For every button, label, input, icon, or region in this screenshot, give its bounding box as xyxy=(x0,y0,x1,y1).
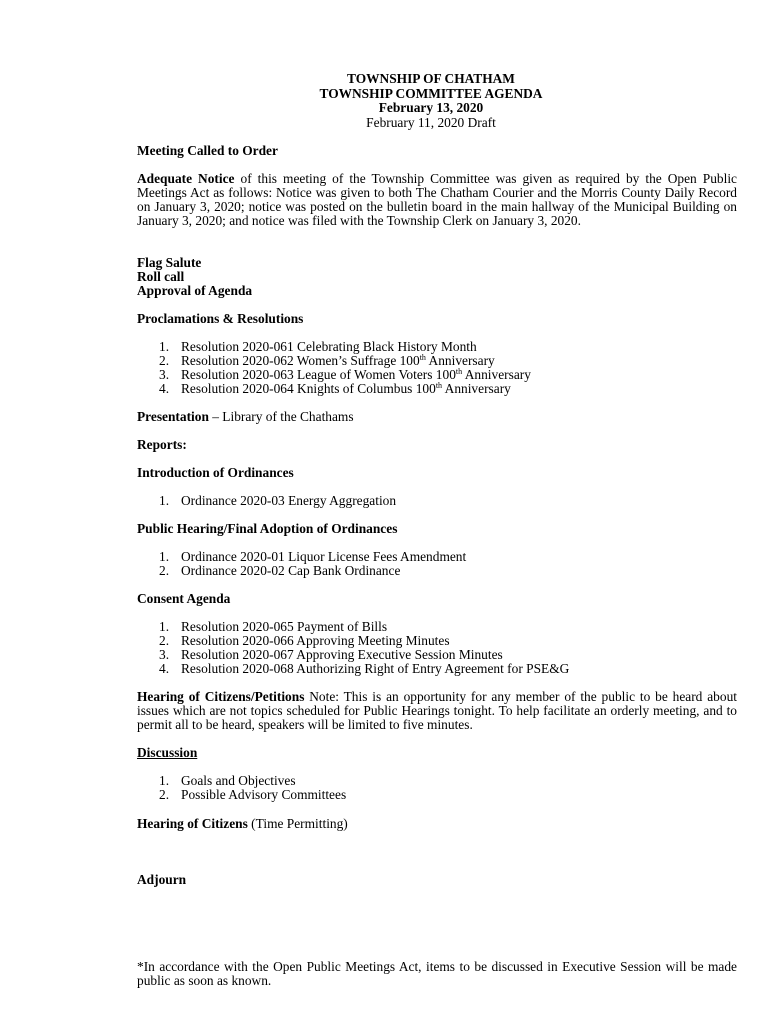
public-hearing-heading: Public Hearing/Final Adoption of Ordinances xyxy=(137,521,398,536)
item-text: Possible Advisory Committees xyxy=(181,787,347,802)
item-number: 3. xyxy=(159,367,170,382)
petitions-label: Hearing of Citizens/Petitions xyxy=(137,689,305,704)
item-text-after: Anniversary xyxy=(462,367,531,382)
list-item xyxy=(137,648,737,662)
list-item xyxy=(137,354,737,368)
ordinal-suffix: th xyxy=(455,367,463,376)
hearing-of-citizens xyxy=(137,817,737,831)
item-number: 1. xyxy=(159,619,170,634)
citizens-text: (Time Permitting) xyxy=(247,816,348,831)
agenda-title: TOWNSHIP COMMITTEE AGENDA xyxy=(319,85,543,101)
document-header xyxy=(0,72,770,130)
item-text: Ordinance 2020-01 Liquor License Fees Amendment xyxy=(181,549,467,564)
item-number: 2. xyxy=(159,563,170,578)
proclamations-heading: Proclamations & Resolutions xyxy=(137,311,304,326)
adequate-notice xyxy=(137,172,737,228)
presentation xyxy=(137,410,737,424)
meeting-date: February 13, 2020 xyxy=(378,100,484,115)
intro-ordinances-list xyxy=(137,494,737,508)
list-item xyxy=(137,662,737,676)
item-number: 2. xyxy=(159,787,170,802)
draft-date: February 11, 2020 Draft xyxy=(366,114,496,130)
item-text: Resolution 2020-062 Women’s Suffrage 100 xyxy=(181,353,420,368)
list-item xyxy=(137,774,737,788)
item-text-after: Anniversary xyxy=(442,381,511,396)
list-item xyxy=(137,634,737,648)
petitions-text: Note: This is an opportunity for any member of the public to be heard about issues which are not topics scheduled for Public Hearings tonight. To help facilitate an orderly meeting, and to permit all to be heard, speakers will be limited to five minutes. xyxy=(137,689,737,732)
item-number: 1. xyxy=(159,493,170,508)
roll-call: Roll call xyxy=(137,269,185,284)
item-number: 4. xyxy=(159,661,170,676)
item-text: Resolution 2020-064 Knights of Columbus 100 xyxy=(181,381,436,396)
item-text: Resolution 2020-065 Payment of Bills xyxy=(181,619,388,634)
item-text: Resolution 2020-061 Celebrating Black History Month xyxy=(181,339,477,354)
item-text: Goals and Objectives xyxy=(181,773,296,788)
list-item xyxy=(137,550,737,564)
approval-of-agenda: Approval of Agenda xyxy=(137,283,253,298)
ordinal-suffix: th xyxy=(435,381,443,390)
item-text: Resolution 2020-068 Authorizing Right of Entry Agreement for PSE&G xyxy=(181,661,570,676)
consent-agenda-list xyxy=(137,620,737,676)
item-number: 1. xyxy=(159,773,170,788)
item-text: Ordinance 2020-02 Cap Bank Ordinance xyxy=(181,563,401,578)
call-to-order: Meeting Called to Order xyxy=(137,143,278,158)
opening-items xyxy=(137,256,737,298)
flag-salute: Flag Salute xyxy=(137,255,202,270)
public-hearing-list xyxy=(137,550,737,578)
footnote: *In accordance with the Open Public Meetings Act, items to be discussed in Executive Session will be made public as soon as known. xyxy=(137,959,737,988)
hearing-of-citizens-petitions xyxy=(137,690,737,732)
list-item xyxy=(137,382,737,396)
adjourn: Adjourn xyxy=(137,872,187,887)
list-item xyxy=(137,620,737,634)
notice-text: of this meeting of the Township Committee was given as required by the Open Public Meetings Act as follows: Notice was given to both The Chatham Courier and the Morris County Daily Record on January 3, 2020; notice was posted on the bulletin board in the main hallway of the Municipal Building on January 3, 2020; and notice was filed with the Township Clerk on January 3, 2020. xyxy=(137,171,737,228)
intro-ordinances-heading: Introduction of Ordinances xyxy=(137,465,294,480)
list-item xyxy=(137,788,737,802)
item-text: Resolution 2020-066 Approving Meeting Minutes xyxy=(181,633,450,648)
township-name: TOWNSHIP OF CHATHAM xyxy=(347,71,515,86)
reports-heading: Reports: xyxy=(137,437,187,452)
discussion-list xyxy=(137,774,737,802)
list-item xyxy=(137,564,737,578)
item-text: Ordinance 2020-03 Energy Aggregation xyxy=(181,493,397,508)
item-number: 4. xyxy=(159,381,170,396)
item-text-after: Anniversary xyxy=(425,353,495,368)
presentation-label: Presentation xyxy=(137,409,209,424)
discussion-heading-text: Discussion xyxy=(137,745,198,760)
list-item xyxy=(137,368,737,382)
list-item xyxy=(137,340,737,354)
notice-label: Adequate Notice xyxy=(137,171,235,186)
item-number: 3. xyxy=(159,647,170,662)
item-number: 1. xyxy=(159,549,170,564)
proclamations-list xyxy=(137,340,737,396)
ordinal-suffix: th xyxy=(419,353,426,362)
citizens-label: Hearing of Citizens xyxy=(137,816,248,831)
item-text: Resolution 2020-063 League of Women Voters 100 xyxy=(181,367,456,382)
discussion-heading xyxy=(137,746,737,760)
consent-agenda-heading: Consent Agenda xyxy=(137,591,231,606)
item-number: 2. xyxy=(159,353,170,368)
item-text: Resolution 2020-067 Approving Executive Session Minutes xyxy=(181,647,503,662)
item-number: 2. xyxy=(159,633,170,648)
presentation-text: – Library of the Chathams xyxy=(208,409,354,424)
list-item xyxy=(137,494,737,508)
item-number: 1. xyxy=(159,339,170,354)
